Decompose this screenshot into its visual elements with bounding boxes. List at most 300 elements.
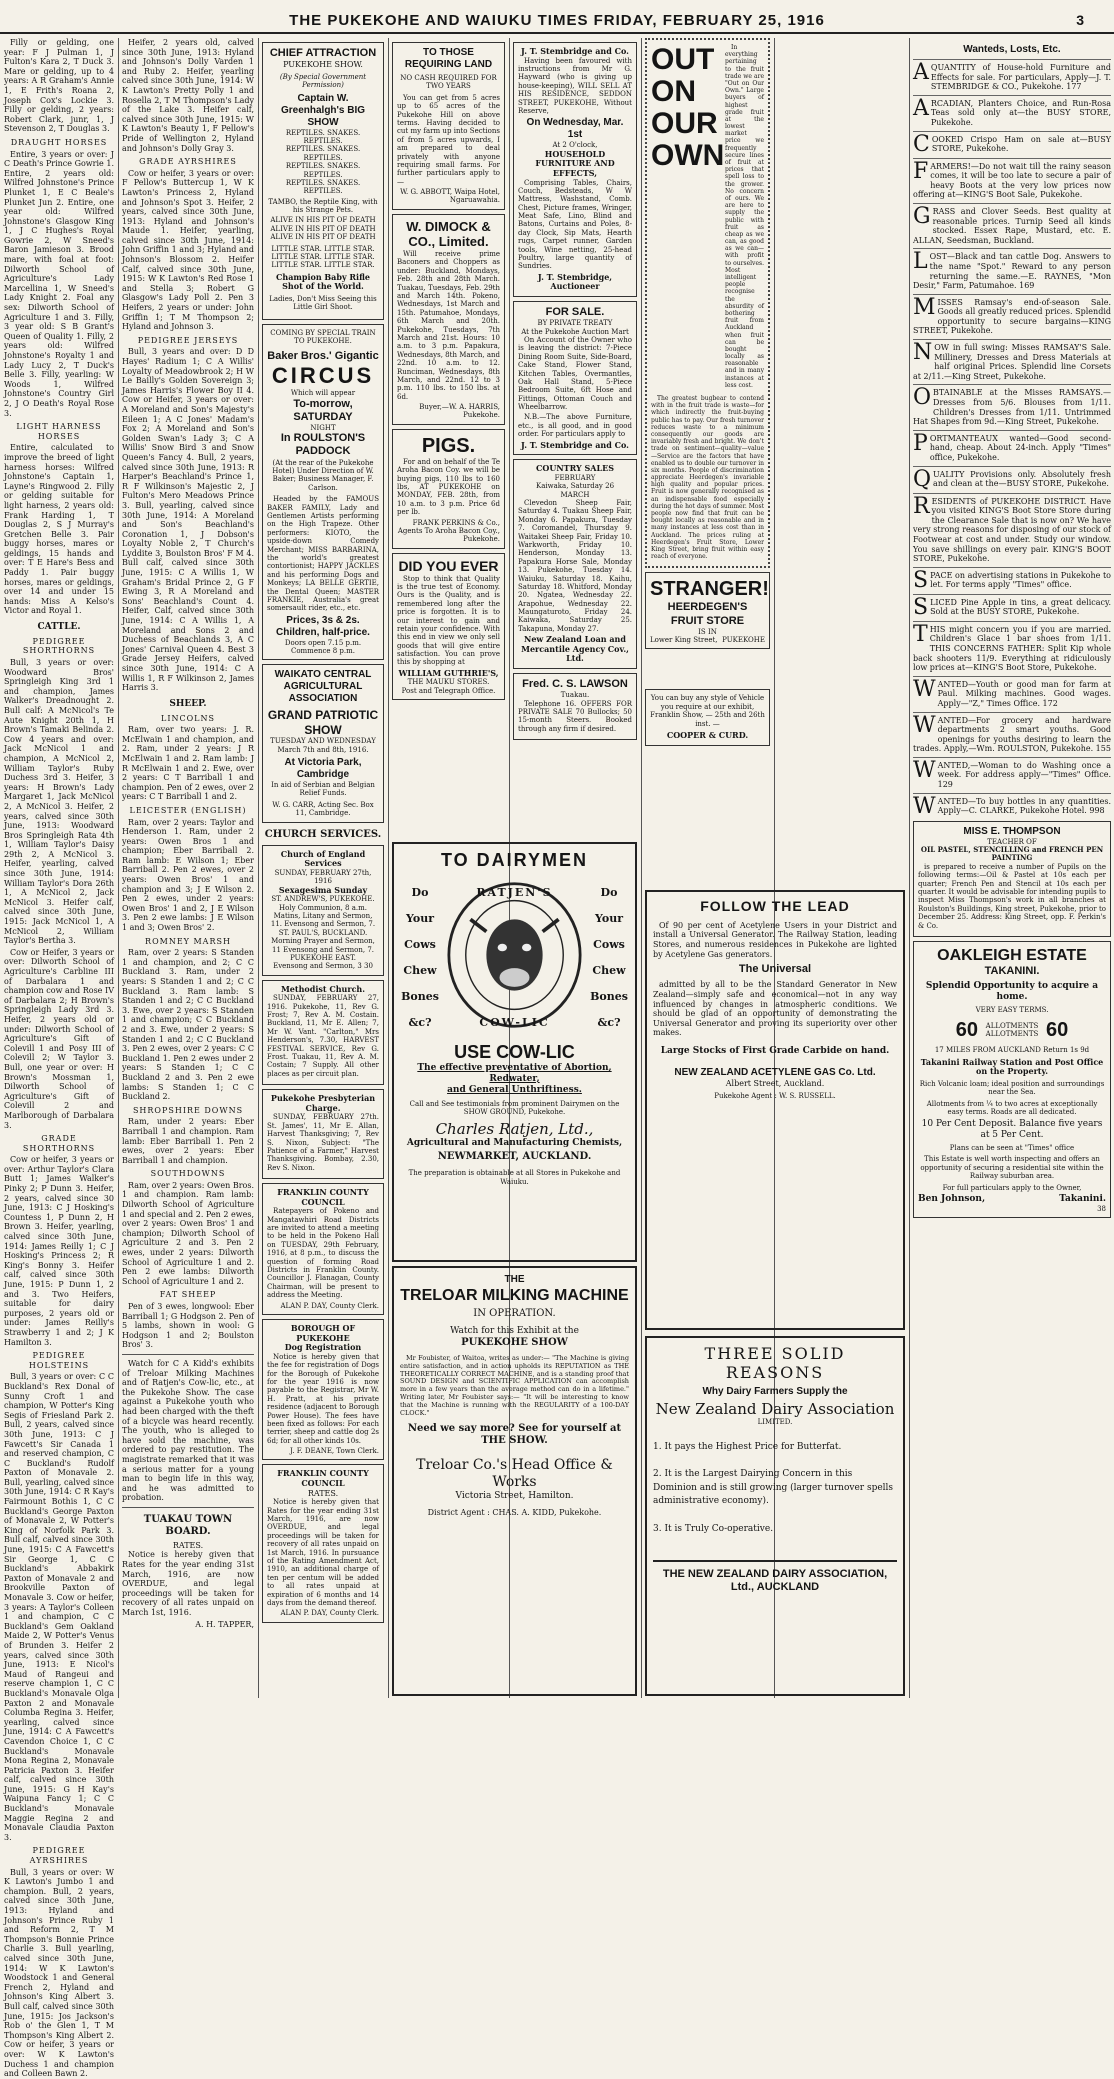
- ad-text: Notice is hereby given that Rates for the year ending 31st March, 1916, are now OVERDUE, and legal proceedings will be taken for recovery of all rates unpaid on March 1st, 1916.: [122, 1550, 254, 1618]
- ad-text: Ladies, Don't Miss Seeing this Little Girl Shoot.: [269, 295, 377, 312]
- ad-heading: Pukekohe Presbyterian Charge.: [270, 1093, 376, 1113]
- ad-signature: J. F. DEANE, Town Clerk.: [289, 1447, 379, 1456]
- ad-text: ANTED,—Woman to do Washing once a week. For address apply—"Times" Office. 129: [937, 760, 1111, 790]
- article-paragraph: Ram, under 2 years: Eber Barriball 1 and champion. Ram lamb: Eber Barriball 1. Pen 2 ewes, over 2 years: Eber Barriball 1 and champion.: [122, 1117, 254, 1165]
- section-heading: CHURCH SERVICES.: [264, 828, 382, 840]
- article-paragraph: Entire, 3 years or over: J C Death's Prince Gowrie 1. Entire, 2 years old: Wilfred Johnstone's Prince Plunket 1, E C Beale's Plunket Jun 2. Entire, one year old: Wilfred Johnstone's Glasgow King 1, J C Hughes's Royal Gowrie 2, W Sneed's Baron Jamieson 3. Brood mare, with foal at foot: Dilworth School of Agriculture's Lady Marcellina 1, W Sneed's Lady Knight 2. Foal any sex: Dilworth School of Agriculture 1 and 3. Filly, 3 year old: S B Grant's Queen of Quality 1. Filly, 2 years old: Wilfred Johnstone's Royalty 1 and Lady Lucy 2, T Duck's Belle 3. Filly, yearling: W Woods 1, Wilfred Johnstone's Country Girl 2, J O Death's Royal Rose 3.: [4, 149, 114, 418]
- ad-heading: On Wednesday, Mar. 1st: [526, 117, 624, 141]
- ad-text: VERY EASY TERMS.: [975, 1005, 1049, 1014]
- classified-ad: [913, 712, 1111, 754]
- ad-text: is prepared to receive a number of Pupils on the following terms:—Oil & Pastel at 10s each per quarter; French Pen and Stencil at 10s each per quarter. It would be advisable for intending pupils to inspect Miss Thompson's work in all branches at Roulston's Buildings, King street, Pukekohe, prior to December 25. Address: King Street, opp. F. Perkin's & Co.: [918, 862, 1106, 930]
- art-teacher-ad: [913, 821, 1111, 937]
- cowlic-ad: [392, 842, 637, 1262]
- ad-text: SUNDAY, FEBRUARY 27, 1916. Pukekohe, 11, Rev G. Frost; 7, Rev A. M. Costain. Buckland, 11, Mr E. Allen; 7, Mr W. Vant. "Carlton," Mrs Henderson's, 7.30, HARVEST FESTIVAL SERVICE, Rev G. Frost. Tuakau, 11, Rev A. M. Costain; 7 Supply. All other places as per circuit plan.: [267, 994, 379, 1078]
- article-paragraph: Bull, 3 years or over: C C Buckland's Rex Donal of Sunny Croft 1 and champion, W Potter's King Segis of Friesland Park 2. Bull, 2 years, calved since 30th June, 1913: C J Fawcett's Sir Canada 1 and reserved champion, C C Buckland's Rudolf Paxton of Monavale 2. Bull, yearling, calved since 30th June, 1914: C R Kay's Fairmount Bothis 1, C C Buckland's George Paxton of Monavale 2, W Potter's King of Norfolk Park 3. Bull calf, calved since 30th June, 1915: C A Fawcett's Sir George 1, C C Buckland's Abbakirk Paxton of Monavale 2 and Brookville Paxton of Monavale 3. Cow or heifer, 3 years: A Taylor's Colleen 1 and champion, C C Buckland's Gem Oakland Maide 2, W Potter's Venus of Brunden 3. Heifer 2 years, calved since 30th June, 1913: E Nicol's Maud of Rangeui and reserve champion 1, C C Buckland's Monavale Olga Paxton 2 and Monavale Columba Regina 3. Heifer, yearling, calved since June, 1914: C A Fawcett's Cavendon Choice 1, C C Buckland's Monavale Mona Regina 2, Monavale Patricia Paxton 3. Heifer calf, calved since 30th June, 1915: G H Kay's Waipuna Fancy 1; C C Buckland's Monavale Maggie Regina 2 and Monavale Claudia Paxton 3.: [4, 1372, 114, 1842]
- article-paragraph: Ram, over two years: J. R. McElwain 1 and champion, and 2. Ram, under 2 years: J R McElwain 1 and 2. Ram lamb: J R McElwain 1 and 2. Ewe, over 2 years: C T Barriball 1 and champion. Pen of 2 ewes, over 2 years: C T Barriball 1 and 2.: [122, 725, 254, 802]
- ad-text: Call and See testimonials from prominent Dairymen on the SHOW GROUND, Pukekohe.: [409, 1099, 620, 1116]
- ad-heading: TO DAIRYMEN: [440, 850, 588, 870]
- classified-ad: [913, 793, 1111, 817]
- treloar-ad: [392, 1266, 637, 1696]
- ad-text: REPTILES. SNAKES. REPTILES.: [285, 178, 361, 196]
- ad-text: PUKEKOHE EAST.: [290, 953, 356, 962]
- column-rule: [909, 38, 910, 1698]
- ad-text: On Account of the Owner who is leaving the district: 7-Piece Dining Room Suite, Side-Board, Cake Stand, Flower Stand, Kitchen Tables, Overmantles, Oak Hall Stand, 5-Piece Bedroom Suite, 6ft Hose and Fittings, Ottoman Couch and Wheelbarrow.: [518, 335, 632, 412]
- ad-heading: OAKLEIGH ESTATE: [937, 946, 1087, 964]
- question-word: Bones: [401, 989, 439, 1003]
- ad-heading: Baker Bros.' Gigantic: [267, 349, 379, 362]
- ad-text: In everything pertaining to the fruit trade we are "Out on Our Own." Large buyers of highest grade fruit at the lowest market price we frequently secure lines of fruit at prices that spell loss to the grower. No concern of ours. We are here to supply the public with fruit as cheap as we can, as good as we can—with profit to ourselves. Most intelligent people recognise the absurdity of bothering fruit from Auckland when fruit can be bought locally as reasonable and in many instances at less cost.: [725, 44, 764, 389]
- question-word: Cows: [593, 937, 625, 951]
- ad-text: UALITY Provisions only. Absolutely fresh and clean at the—BUSY STORE, Pukekohe.: [933, 469, 1111, 489]
- ad-heading: NEW ZEALAND ACETYLENE GAS Co. Ltd.: [674, 1066, 876, 1078]
- ad-heading: ON: [651, 75, 696, 108]
- section-heading: LINCOLNS: [161, 713, 215, 723]
- ad-subheading: At the Pukekohe Auction Mart: [521, 327, 629, 336]
- classified-ad: [913, 621, 1111, 673]
- question-word: Your: [405, 911, 435, 925]
- ad-text: Post and Telegraph Office.: [401, 686, 496, 695]
- ad-heading: TRELOAR MILKING MACHINE: [400, 1287, 629, 1304]
- ad-heading: MISS E. THOMPSON: [963, 825, 1061, 837]
- section-heading: SHEEP.: [169, 698, 207, 709]
- ad-text: The preparation is obtainable at all Stores in Pukekohe and Waiuku.: [408, 1169, 621, 1186]
- ad-heading: Fred. C. S. LAWSON: [522, 678, 628, 691]
- ad-heading: The Universal: [738, 963, 812, 976]
- right-questions: [589, 880, 629, 1036]
- acetylene-ad: [645, 890, 905, 1330]
- lawson-ad: [513, 673, 637, 740]
- column-rule: [118, 38, 119, 1698]
- article-paragraph: Filly or gelding, one year: F J Pulman 1, J Fulton's Kara 2, T Duck 3. Mare or gelding, up to 4 years: A R Graham's Annie 1, E Frith's Roana 2, Joseph Cox's Lockie 3. Filly or gelding, 2 years: Robert Clark, junr, 1, J Stevenson 2, T Douglas 3.: [4, 38, 114, 134]
- ad-heading: USE COW-LIC: [454, 1041, 575, 1062]
- ad-initial: S: [913, 594, 929, 620]
- oakleigh-estate-ad: [913, 941, 1111, 1218]
- ad-text: Stop to think that Quality is the true test of Economy. Ours is the Quality, and is remembered long after the price is forgotten. It is to our interest to gain and retain your confidence. With this end in view we only sell goods that will give entire satisfaction. You can prove this by shopping at: [397, 574, 500, 667]
- ad-text: TAMBO, the Reptile King, with his Strange Pets.: [268, 197, 378, 215]
- circus-ad: [262, 324, 384, 661]
- article-paragraph: Cow or heifer, 3 years or over: F Pellow's Buttercup 1, W K Lawton's Princess 2, Hyland and Johnson's Spot 3. Heifer, 2 years, calved since 30th June, 1913: Hyland and Johnson's Maude 1. Heifer, yearling, calved since 30th June, 1914: John Griffin 1 and 3; Hyland and Johnson's Blossom 2. Heifer Calf, calved since 30th June, 1915: W K Lawton's Red Rose 1 and Stella 3; Robert G Glasgow's Lady Poll 2. Pen 3 Heifers, 2 years or under: John Griffin 1; T M Thompson 2; Hyland and Johnson 3.: [122, 168, 254, 332]
- borough-ad: [262, 1319, 384, 1460]
- ad-text: SUNDAY, FEBRUARY 27th. St. James', 11, Mr E. Allan, Harvest Thanksgiving; 7, Rev S. Nixon, Subject: "The Patience of a Farmer," Harvest Thanksgiving. Bombay, 2.30, Rev S. Nixon.: [267, 1113, 379, 1172]
- ad-heading: FOLLOW THE LEAD: [700, 898, 850, 914]
- out-on-our-own-block: [651, 43, 725, 391]
- ad-text: Plans can be seen at "Times" office: [949, 1144, 1075, 1153]
- question-word: Your: [594, 911, 624, 925]
- ad-text: You can get from 5 acres up to 65 acres of the Pukekohe Hill on above terms. Having decided to cut my farm up into Sections of from 5 acres upwards, I am prepared to deal privately with anyone requiring small farms. For further particulars apply to—: [397, 93, 500, 186]
- section-heading: SHROPSHIRE DOWNS: [132, 1105, 244, 1115]
- ad-text: Of 90 per cent of Acetylene Users in your District and install a Universal Generator. The Railway Station, leading Stores, and numerous residences in Pukekohe are lighted by Acetylene Gas generators.: [653, 920, 897, 959]
- ad-text: Victoria Street, Hamilton.: [455, 1490, 574, 1501]
- ad-text: REPTILES. SNAKES. REPTILES.: [285, 145, 361, 162]
- ad-text: Albert Street, Auckland.: [725, 1078, 825, 1088]
- ad-heading: Charles Ratjen, Ltd.,: [435, 1120, 594, 1139]
- reason-item: 3. It is Truly Co-operative.: [653, 1523, 774, 1534]
- ad-subheading: BY PRIVATE TREATY: [537, 319, 613, 328]
- ad-initial: T: [913, 621, 928, 647]
- classified-ad: [913, 248, 1111, 290]
- classified-ad: [913, 430, 1111, 463]
- ad-text: Notice is hereby given that the fee for registration of Dogs for the Borough of Pukekohe for the year 1916 is now payable to the Registrar, Mr W. H. Pratt, at his private residence (adjacent to Borough Power House). The fees have been fixed as follows: For each terrier, sheep and cattle dog 2s 6d; for all other kinds 10s.: [267, 1352, 379, 1445]
- reasons-list: [653, 1441, 897, 1537]
- ad-initial: O: [913, 385, 932, 411]
- section-heading: PEDIGREE HOLSTEINS: [28, 1351, 90, 1370]
- ad-text: LITTLE STAR. LITTLE STAR.: [271, 261, 375, 270]
- ad-subheading: Dog Registration: [284, 1342, 362, 1353]
- ad-heading: TO THOSE REQUIRING LAND: [404, 47, 493, 70]
- big-show-ad: [262, 42, 384, 320]
- question-word: Bones: [590, 989, 628, 1003]
- ad-text: OOKED Crispo Ham on sale at—BUSY STORE, Pukekohe.: [931, 134, 1111, 154]
- ad-text: LITTLE STAR. LITTLE STAR.: [271, 253, 375, 262]
- ad-text: District Agent : CHAS. A. KIDD, Pukekohe.: [427, 1507, 602, 1517]
- ad-initial: W: [913, 793, 936, 819]
- ad-heading: Methodist Church.: [280, 983, 366, 994]
- ad-text: and General Unthriftiness.: [447, 1084, 582, 1095]
- classified-ad: [913, 466, 1111, 490]
- ad-heading: FRANKLIN COUNTY COUNCIL: [277, 1187, 369, 1207]
- ad-heading: Champion Baby Rifle Shot of the World.: [276, 271, 370, 292]
- ad-heading: Sexagesima Sunday: [278, 884, 368, 895]
- ad-text: W. G. CARR, Acting Sec. Box 11, Cambridge.: [272, 800, 374, 818]
- ad-text: Pukekohe Agent : W. S. RUSSELL.: [714, 1092, 836, 1101]
- for-sale-ad: [513, 301, 637, 455]
- owner-row: [918, 1194, 1106, 1205]
- ad-heading: TUAKAU TOWN BOARD.: [143, 1513, 233, 1537]
- ad-subheading: FEBRUARY: [554, 473, 596, 482]
- ad-text: Why Dairy Farmers Supply the: [702, 1386, 848, 1398]
- section-heading: PEDIGREE JERSEYS: [137, 335, 239, 345]
- pigs-ad: [392, 429, 505, 549]
- ad-text: Clevedon Sheep Fair, Saturday 4. Tuakau Sheep Fair, Monday 6. Papakura, Tuesday 7. Coromandel, Thursday 9. Waitakei Sheep Fair, Friday 10. Warkworth, Friday 10. Henderson, Monday 13. Papakura Horse Sale, Monday 13. Pukekohe, Tuesday 14. Waiuku, Saturday 18. Kaihu, Saturday 18. Whitford, Monday 20. Ngatea, Wednesday 22. Arapohue, Wednesday 22. Maungaturoto, Friday 24. Kaiwaka, Saturday 25. Takapuna, Monday 27.: [518, 499, 632, 633]
- logo-top-text: RATJEN'S: [476, 885, 553, 899]
- ad-heading: 60: [1046, 1019, 1069, 1042]
- ad-text: PUKEKOHE: [722, 636, 765, 645]
- patriotic-show-ad: [262, 664, 384, 822]
- ad-text: Having been favoured with instructions from Mr G. Hayward (who is giving up house-keeping), WILL SELL AT HIS RESIDENCE, SEDDON STREET, PUKEKOHE, Without Reserve,: [518, 56, 632, 115]
- ad-text: admitted by all to be the Standard Generator in New Zealand—simply safe and economical—not in any way influenced by changes in atmospheric conditions. We should be glad of an opportunity of demonstrating the Universal Generator and proving its superiority over other makes.: [653, 980, 897, 1038]
- ad-text: Takanini.: [1059, 1194, 1106, 1204]
- presbyterian-ad: [262, 1089, 384, 1179]
- country-sales-ad: [513, 459, 637, 669]
- ad-heading: OWN: [651, 139, 725, 172]
- ad-initial: A: [913, 95, 929, 121]
- ad-text: Ben Johnson,: [918, 1194, 986, 1204]
- ad-text: The effective preventative of Abortion, Redwater,: [417, 1063, 612, 1084]
- ad-subheading: MARCH: [560, 490, 590, 499]
- article-paragraph: Bull, 3 years or over: Woodward Bros' Springleigh King 3rd 1 and champion, James Walker's Dreadnought 2. Bull calf: A McNicol's Te Aute Knight 20th 1, H Brown's Tamaki Belinda 2. Cow 4 years and over: Jack McNicol 1 and champion, A McNicol 2, William Taylor's Ruby Duchess 3rd 3. Heifer, 3 years: H Brown's Lady Margaret 1, Jack McNicol 2, A McNicol 3. Heifer, 2 years, calved since 30th June, 1913: Woodward Bros Springleigh Rata 4th 1, William Taylor's Daisy 29th 2, A McNicol 3. Heifer, yearling, calved since 30th June, 1914: William Taylor's Dora 26th 1, A McNicol 2, Jack McNicol 3. Heifer calf, calved since 30th June, 1915: Jack McNicol 1, A McNicol 2, William Taylor's Bertha 3.: [4, 658, 114, 946]
- classified-ad: [913, 131, 1111, 155]
- ad-subheading: RATES.: [307, 1488, 339, 1498]
- ad-heading: WILLIAM GUTHRIE'S,: [398, 667, 499, 678]
- question-word: Chew: [592, 963, 626, 977]
- article-paragraph: Bull, 3 years and over: D D Hayes' Radium 1; C A Willis' Loyalty of Meadowbrook 2; H W Le Bailly's Golden Sovereign 3; James Harris's Flower Boy II 4. Cow or Heifer, 3 years or over: A Moreland and Son's Majesty's Eileen 1; A C Jones' Madam's Fox 2; A Moreland and Son's Golden Swan's Lady 3; C A Willis' Snow Bird 3 and Snow Queen's Fancy 4. Bull, 2 years, calved since 30th June, 1913: R Harper's Beachland's Prince 1, R F Wilkinson's Majestic 2, J Fulton's Mero Meadows Prince 3. Bull, yearling, calved since 30th June, 1914: A Moreland and Son's Beachland's Coronation 1, J Dobson's Loyalty Noble 2, T Church's Lyddite 3, Boulston Bros' F M 4. Bull calf, calved since 30th June, 1915: C A Willis 1, W Graham's Bridal Prince 2, G F Ewing 3, R A Moreland and Sons' Beachland's Count 4. Heifer, Calf, calved since 30th June, 1914: C A Willis 1, A Moreland and Sons 2 and Duchess of Beachlands 3, A C Jones' Carnival Queen 4. Best 3 Grade Jersey Heifers, calved since 30th June, 1914: C A Willis 1, R F Wilkinson 2, James Harris 3.: [122, 347, 254, 693]
- ad-text: The greatest bugbear to contend with in the fruit trade is waste—for which indirectly the fruit-buying public has to pay. Our fresh turnover reduces waste to a minimum consequently our goods are invariably fresh and bright. We don't trade on sentiment—quality—value—Service are the factors that have enabled us to double our turnover in six months. People of discrimination appreciate Heerdegen's invariable high quality and popular prices. Fruit is now generally recognised as an indispensable food especially during the hot days of summer. Most people now find that fruit can be bought locally as reasonable and in many instances at less cost than in Auckland. The prices ruling at Heerdegen's Fruit Store, Lower King Street, bring fruit within easy reach of everyone.: [651, 395, 764, 561]
- ad-heading: CHIEF ATTRACTION: [269, 47, 377, 59]
- ad-header-row: [651, 44, 764, 391]
- ad-text: Notice is hereby given that Rates for the year ending 31st March, 1916, are now OVERDUE, and legal proceedings will be taken for recovery of all rates unpaid on 1st March, 1916. In pursuance of the Rating Amendment Act, 1910, an additional charge of ten per centum will be added to all rates unpaid at expiration of 6 months and 14 days from the demand thereof.: [267, 1498, 379, 1607]
- classified-ad: [913, 594, 1111, 618]
- article-paragraph: Cow or heifer, 3 years or over: Arthur Taylor's Clara Butt 1; James Walker's Pinky 2; P Dunn 3. Heifer, 2 years, calved since 30 June, 1913: C J Hosking's Countess 1, P Dunn 2, H Brown 3. Heifer, yearling, calved since 30th June, 1914: James Reilly 1; C J Hosking's Princess 2; R King's Bonny 3. Heifer calf, calved since 30th June, 1915: P Dunn 1, 2 and 3. Two Heifers, suitable for dairy purposes, 2 years old or under: James Reilly's Strawberry 1 and 2; J K Hamilton 3.: [4, 1155, 114, 1347]
- ad-text: (By Special Government Permission): [279, 72, 367, 90]
- cow-head-icon: [440, 880, 589, 1030]
- ad-text: BTAINABLE at the Misses RAMSAYS.—Dresses from 5/6. Blouses from 1/11. Children's Dresses from 1/11. Untrimmed Hat Shapes from 9d.—King Street, Pukekohe.: [913, 388, 1111, 427]
- logo-bottom-text: COW-LIC: [479, 1016, 550, 1030]
- ad-text: ALIVE IN HIS PIT OF DEATH: [270, 233, 376, 242]
- ad-heading: OUT: [651, 43, 715, 76]
- ad-heading: W. DIMOCK & CO., Limited.: [406, 218, 491, 250]
- ad-subheading: RATES.: [172, 1540, 204, 1550]
- ad-text: Need we say more? See for yourself at THE SHOW.: [407, 1423, 622, 1447]
- ad-text: QUANTITY of House-hold Furniture and Effects for sale. For particulars, Apply—J. T. STEMBRIDGE & CO., Pukekohe. 177: [930, 63, 1111, 92]
- ad-text: REPTILES. SNAKES. REPTILES.: [285, 162, 361, 179]
- ad-initial: W: [913, 676, 936, 702]
- dimock-ad: [392, 214, 505, 425]
- ad-text: Lower King Street,: [650, 636, 718, 645]
- classified-ad: [913, 95, 1111, 128]
- ad-text: Kaiwaka, Saturday 26: [535, 482, 615, 491]
- ad-text: Morning Prayer and Sermon, 11 Evensong and Sermon, 7.: [271, 937, 375, 954]
- ad-text: Allotments from ¼ to two acres at exceptionally easy terms. Roads are all dedicated.: [926, 1099, 1098, 1117]
- ad-text: Ratepayers of Pokeno and Mangatawhiri Road Districts are invited to attend a meeting to be held in the Pokeno Hall on TUESDAY, 29th February, 1916, at 8 p.m., to discuss the question of forming Road Districts in Franklin County. Councillor J. Flanagan, County Chairman, will be present to address the Meeting.: [267, 1207, 379, 1300]
- article-paragraph: Ram, over 2 years: Taylor and Henderson 1. Ram, under 2 years: Owen Bros 1 and champion; Eber Barriball 2. Ram lamb: E Wilson 1; Eber Barriball 2. Pen 2 ewes, over 2 years: Owen Bros' 1 and champion and 3; J E Wilson 2. Pen 2 ewes, under 2 years: Owen Bros' 1 and 2, J E Wilson 3. Pen 2 ewe lambs: J E Wilson 1 and 3; Owen Bros' 2.: [122, 817, 254, 933]
- ad-text: THE MAUKU STORES.: [407, 678, 490, 687]
- ad-heading: Treloar Co.'s Head Office & Works: [416, 1457, 613, 1491]
- ad-heading: OUR: [651, 107, 718, 140]
- classified-list: [913, 59, 1111, 817]
- column-rule: [388, 38, 389, 1698]
- ad-text: For and on behalf of the Te Aroha Bacon Coy. we will be buying pigs, 110 lbs to 160 lbs, AT PUKEKOHE on MONDAY, FEB. 28th, from 10 a.m. to 3 p.m. Price 6d per lb.: [397, 457, 500, 517]
- county-rates-ad: [262, 1464, 384, 1622]
- section-heading: PEDIGREE AYRSHIRES: [29, 1846, 89, 1866]
- ad-text: Will receive prime Baconers and Choppers as under: Buckland, Mondays, Feb. 28th and 28th March. Tuakau, Tuesdays, Feb. 29th and March 14th. Pokeno, Wednesdays, 1st March and 15th. Patumahoe, Mondays, 6th March and 20th. Pukekohe, Tuesdays, 7th March and 21st. Hours: 10 a.m. to 3 p.m. Papakura, Wednesdays, 8th March, and 22nd. 10 a.m. to 12. Runciman, Wednesdays, 8th March, and 22nd. 12 to 3 p.m. 110 lbs. to 150 lbs. at 6d.: [397, 250, 500, 401]
- ad-text: PUKEKOHE SHOW: [461, 1336, 568, 1348]
- section-heading: LEICESTER (ENGLISH): [129, 805, 247, 815]
- ad-text: NEWMARKET, AUCKLAND.: [437, 1151, 592, 1163]
- ad-heading: COUNTRY SALES: [536, 463, 614, 474]
- section-heading: LIGHT HARNESS HORSES: [16, 422, 102, 441]
- ad-initial: A: [913, 60, 929, 85]
- section-heading: DRAUGHT HORSES: [10, 137, 108, 147]
- question-word: &c?: [597, 1015, 621, 1029]
- ad-text: OST—Black and tan cattle Dog. Answers to the name "Spot." Reward to any person returning the same.—E. RAYNES, "Mon Desir," Farm, Patumahoe. 169: [913, 252, 1111, 291]
- ad-text: You can buy any style of Vehicle you require at our exhibit, Franklin Show, — 25th and 26th inst. —: [650, 694, 765, 728]
- ad-initial: W: [913, 712, 936, 738]
- column-ads-3: [262, 38, 384, 1698]
- ad-heading: HEERDEGEN'S FRUIT STORE: [667, 601, 748, 627]
- column-rule: [641, 38, 642, 1698]
- ad-heading: Prices, 3s & 2s. Children, half-price.: [276, 614, 370, 638]
- ad-initial: L: [913, 249, 928, 275]
- ad-text: PACE on advertising stations in Pukekohe to let. For terms apply "Times" office.: [930, 570, 1111, 590]
- ad-text: Agricultural and Manufacturing Chemists,: [406, 1138, 623, 1149]
- ad-text: ST. ANDREW'S, PUKEKOHE.: [271, 895, 375, 904]
- ad-heading: WAIKATO CENTRAL AGRICULTURAL ASSOCIATION: [274, 669, 372, 705]
- ad-text: Headed by the FAMOUS BAKER FAMILY, Lady and Gentlemen Artists performing on the High Trapeze. Other performers: KIOTO, the upside-down Comedy Merchant; MISS BARBARINA, the world's greatest contortionist; HAPPY JACKLES and his performing Dogs and Monkeys; LA BELLE GERTIE, the Dental Queen; MASTER FRANKIE, Australia's great somersault rider, etc., etc.: [267, 495, 379, 613]
- ad-text: This Estate is well worth inspecting and offers an opportunity of securing a residential site within the Railway suburban area.: [920, 1155, 1104, 1181]
- auction-ad: [513, 42, 637, 297]
- classified-ad: [913, 203, 1111, 245]
- ad-signature: W. G. ABBOTT, Waipa Hotel, Ngaruawahia.: [400, 188, 500, 205]
- ad-heading: HOUSEHOLD FURNITURE AND EFFECTS,: [535, 148, 615, 178]
- section-heading: FAT SHEEP: [159, 1290, 217, 1300]
- question-word: Cows: [404, 937, 436, 951]
- masthead: [0, 0, 1114, 34]
- section-heading: SOUTHDOWNS: [150, 1169, 226, 1179]
- ad-heading: TAKANINI.: [984, 965, 1040, 978]
- ad-text: In aid of Serbian and Belgian Relief Funds.: [271, 781, 375, 798]
- classified-ad: [913, 567, 1111, 591]
- ad-signature: A. H. TAPPER,: [195, 1619, 254, 1629]
- ad-text: REPTILES. SNAKES. REPTILES.: [285, 128, 361, 145]
- article-paragraph: Watch for C A Kidd's exhibits of Treloar Milking Machines and of Ratjen's Cow-lic, etc., at the Pukekohe Show. The case against a Pukekohe youth who had been charged with the theft of a bicycle was heard recently. The youth, who is alleged to have sold the machine, was ordered to pay restitution. The magistrate remarked that it was a serious matter for a young man to begin life in this way, and he was admitted to probation.: [122, 1358, 254, 1503]
- classified-ad: [913, 158, 1111, 200]
- ad-text: Evensong and Sermon, 3 30: [273, 962, 373, 971]
- article-paragraph: Ram, over 2 years: Owen Bros. 1 and champion. Ram lamb: Dilworth School of Agriculture 1 and special and 2. Pen 2 ewes, over 2 years: Owen Bros' 1 and champion; Dilworth School of Agriculture 2 and 3. Pen 2 ewes, under 2 years: Dilworth School of Agriculture 1 and 2. Pen 2 ewe lambs: Dilworth School of Agriculture 1 and 2.: [122, 1180, 254, 1286]
- ad-heading: THE: [504, 1274, 525, 1285]
- ad-text: Rich Volcanic loam; ideal position and surroundings near the Sea.: [919, 1079, 1105, 1097]
- ad-text: N.B.—The above Furniture, etc., is all good, and in good order. For particulars apply to: [518, 413, 632, 439]
- ad-text: NIGHT: [310, 423, 336, 432]
- ad-text: ESIDENTS of PUKEKOHE DISTRICT. Have you visited KING'S Boot Store Store during the Clearance Sale that is now on? We have very strong reasons for disposing of our stock of Footwear at cost and under. Study our window. You save shillings on every pair. KING'S BOOT STORE, Pukekohe.: [913, 496, 1111, 564]
- ad-text: ALIVE IN HIS PIT OF DEATH: [270, 224, 376, 233]
- ad-subheading: PUKEKOHE SHOW.: [283, 60, 363, 70]
- ad-heading: STRANGER!: [650, 578, 769, 601]
- ad-heading: THREE SOLID REASONS: [704, 1344, 846, 1383]
- guthrie-ad: [392, 553, 505, 700]
- ad-heading: DID YOU EVER: [398, 557, 499, 574]
- ad-text: Doors open 7.15 p.m. Commence 8 p.m.: [284, 638, 362, 656]
- divider: [122, 1507, 254, 1508]
- classified-ad: [913, 294, 1111, 336]
- article-paragraph: Pen of 3 ewes, longwool: Eber Barriball 1; G Hodgson 2. Pen of 5 lambs, shown in wool: G Hodgson 1 and 2; Boulston Bros' 3.: [122, 1302, 254, 1350]
- ad-text: Which will appear: [290, 389, 356, 398]
- question-word: Do: [411, 885, 429, 899]
- ad-text: Comprising Tables, Chairs, Couch, Bedsteads, W W Mattress, Washstand, Comb. Chest, Picture frames, Wringer, Meat Safe, Lino, Blind and Batons, Curtains and Poles, 8-day Clock, Sip Mats, Hearth rugs, Carpet runner, Garden tools, Wine netting, 25-head Poultry, large quantity of Sundries.: [518, 178, 632, 271]
- vehicle-ad: [645, 689, 770, 745]
- classified-ad: [913, 676, 1111, 709]
- ad-heading: New Zealand Dairy Association: [655, 1400, 895, 1419]
- ad-text: 10 Per Cent Deposit. Balance five years at 5 Per Cent.: [921, 1119, 1103, 1141]
- section-heading: Wanteds, Losts, Etc.: [963, 44, 1061, 55]
- ad-heading: BOROUGH OF PUKEKOHE: [290, 1322, 356, 1343]
- ad-text: HIS might concern you if you are married. Children's Glace 1 bar shoes from 1/11. THIS CONCERNS FATHER: Split Kip whole back shooters 11/9. Everything at ridiculously low prices at—KING'S Boot Store, Pukekohe.: [913, 624, 1111, 673]
- cowlic-body: [400, 880, 629, 1036]
- ad-text: Holy Communion, 8 a.m. Matins, Litany and Sermon, 11. Evensong and Sermon, 7.: [270, 903, 376, 929]
- ad-signature: J. T. Stembridge, Auctioneer: [537, 271, 613, 292]
- classified-ad: [913, 384, 1111, 426]
- classified-ad: [913, 59, 1111, 92]
- ad-heading: 60: [955, 1019, 978, 1042]
- ad-text: ALLOTMENTS ALLOTMENTS: [985, 1021, 1039, 1039]
- ad-text: 17 MILES FROM AUCKLAND Return 1s 9d: [934, 1046, 1090, 1055]
- section-heading: CATTLE.: [37, 622, 81, 633]
- allotments-row: [918, 1018, 1106, 1042]
- ad-signature: ALAN P. DAY, County Clerk.: [280, 1609, 379, 1618]
- section-heading: GRADE AYRSHIRES: [139, 157, 237, 167]
- ad-heading: CIRCUS: [271, 362, 375, 388]
- section-heading: PEDIGREE SHORTHORNS: [22, 636, 96, 656]
- cowlic-logo: [440, 880, 589, 1036]
- land-ad: [392, 42, 505, 210]
- masthead-title: THE PUKEKOHE AND WAIUKU TIMES FRIDAY, FEBRUARY 25, 1916: [289, 12, 825, 29]
- ad-text: ARMERS!—Do not wait till the rainy season comes, it will be too late to secure a pair of heavy Boots at the very low prices now offering at—KING'S Boot Sale, Pukekohe.: [913, 161, 1111, 200]
- dairy-association-ad: [645, 1336, 905, 1696]
- ad-text: ANTED—For grocery and hardware departments 2 smart youths. Good openings for youths desiring to learn the trades. Apply,—Wm. ROULSTON, Pukekohe. 155: [913, 715, 1111, 754]
- page-number: 3: [1076, 12, 1084, 28]
- ad-footer: THE NEW ZEALAND DAIRY ASSOCIATION, Ltd., AUCKLAND: [653, 1560, 897, 1594]
- question-word: &c?: [408, 1015, 432, 1029]
- column-show-results-1: [4, 38, 114, 2079]
- question-word: Do: [600, 885, 618, 899]
- ad-text: ANTED—To buy bottles in any quantities. Apply—C. CLARKE, Pukekohe Hotel. 998: [937, 796, 1111, 816]
- ad-signature: FRANK PERKINS & Co., Agents To Aroha Bacon Coy., Pukekohe.: [397, 518, 500, 544]
- county-council-ad: [262, 1183, 384, 1315]
- ad-subheading: NO CASH REQUIRED FOR TWO YEARS: [400, 74, 497, 91]
- ad-text: TEACHER OF: [987, 837, 1037, 846]
- ad-text: OW in full swing: Misses RAMSAY'S Sale. Millinery, Dresses and Dress Materials at half original Prices. Splendid line Corsets at 2/11.—King Street, Pukekohe.: [913, 343, 1111, 381]
- ad-text: OIL PASTEL, STENCILLING and FRENCH PEN PAINTING: [920, 845, 1104, 863]
- methodist-ad: [262, 980, 384, 1086]
- ad-text: LIMITED.: [757, 1418, 793, 1427]
- ad-text: RCADIAN, Planters Choice, and Run-Rosa Teas sold only at—the BUSY STORE, Pukekohe.: [930, 98, 1111, 127]
- ad-heading: COOPER & CURD.: [666, 730, 749, 741]
- ad-heading: FRANKLIN COUNTY COUNCIL: [277, 1468, 369, 1489]
- ad-text: SUNDAY, FEBRUARY 27th, 1916: [274, 868, 372, 886]
- column-rule: [258, 38, 259, 1698]
- left-questions: [400, 880, 440, 1036]
- ad-heading: FOR SALE.: [545, 305, 605, 318]
- ad-text: COMING BY SPECIAL TRAIN TO PUKEKOHE.: [270, 328, 376, 346]
- ad-heading: J. T. Stembridge and Co.: [521, 46, 629, 56]
- column-classifieds: [913, 38, 1111, 1698]
- ad-heading: To-morrow, SATURDAY: [293, 397, 353, 423]
- heerdegen-ad: [645, 572, 770, 649]
- ad-signature: ALAN P. DAY, County Clerk.: [280, 1301, 379, 1310]
- ad-number: 38: [1097, 1204, 1106, 1213]
- article-paragraph: Cow or Heifer, 3 years or over: Dilworth School of Agriculture's Carbline III of Darbalara 1 and champion cow and Rose IV of Darbalara 2; H Brown's Springleigh Lady 3rd 3. Heifer, 2 years old or under: Dilworth School of Agriculture's Gift of Colevill 1 and Posy III of Colevill 2; W Taylor 3. Bull, one year or over: H Brown's Mossman 1, Dilworth School of Agriculture's Gift of Colevill 2 and Marlborough of Darbalara 3.: [4, 947, 114, 1130]
- ad-text: At 2 O'clock,: [552, 141, 598, 150]
- address-row: [650, 636, 765, 644]
- ad-text: For full particulars apply to the Owner,: [942, 1183, 1082, 1192]
- ad-initial: N: [913, 340, 933, 366]
- article-paragraph: Ram, over 2 years: S Standen 1 and champion, and 2; C C Buckland 3. Ram, under 2 years: S Standen 1 and 2; C C Buckland 3. Ram lamb: S Standen 1 and 2; C C Buckland 3. Ewe, over 2 years: S Standen 1 and champion; C C Buckland 2 and 3. Ewe, under 2 years: S Standen 1 and 2; C C Buckland 3. Pen 2 ewes, over 2 years: C C Buckland 1. Pen 2 ewes under 2 years: S Standen 1; C C Buckland 2 and 3. Pen 2 ewe lambs: S Standen 1; C C Buckland 2.: [122, 948, 254, 1102]
- ad-text: Telephone 16. OFFERS FOR PRIVATE SALE 70 Bullocks; 50 15-month Steers. Booked through any firm if desired.: [518, 699, 632, 733]
- ad-text: ST. PAUL'S, BUCKLAND.: [278, 928, 368, 937]
- ad-heading: PIGS.: [421, 434, 476, 457]
- ad-initial: S: [913, 567, 929, 593]
- section-heading: GRADE SHORTHORNS: [22, 1134, 96, 1153]
- article-paragraph: Heifer, 2 years old, calved since 30th June, 1913: Hyland and Johnson's Dolly Varden 1 and Ruby 2. Heifer, yearling calved since 30th June, 1914: W K Lawton's Pretty Polly 1 and Rosella 2, T M Thompson's Lady of the Lake 3. Heifer calf, calved since 30th June, 1915: W K Lawton's Beauty 1, F Pellow's Pride of Wellington 2, Hyland and Johnson's Dolly Gray 3.: [122, 38, 254, 153]
- ad-text: TUESDAY AND WEDNESDAY March 7th and 8th, 1916.: [270, 737, 376, 754]
- ad-subheading: IN OPERATION.: [473, 1308, 556, 1320]
- ad-text: IS IN: [698, 627, 717, 636]
- ad-heading: In ROULSTON'S PADDOCK: [280, 432, 366, 458]
- divider: [122, 1354, 254, 1355]
- column-ads-4: [392, 38, 505, 838]
- church-ad: [262, 845, 384, 976]
- classified-ad: [913, 493, 1111, 564]
- ad-initial: Q: [913, 466, 932, 492]
- ad-signature: Buyer,—W. A. HARRIS, Pukekohe.: [419, 403, 500, 420]
- ad-heading: Captain W. Greenhalgh's BIG SHOW: [280, 92, 366, 128]
- fruit-store-ad: [645, 38, 770, 568]
- ad-text: Large Stocks of First Grade Carbide on hand.: [660, 1045, 890, 1056]
- ad-initial: M: [913, 294, 936, 320]
- ad-signature: New Zealand Loan and Mercantile Agency Cov., Ltd.: [521, 634, 629, 664]
- article-paragraph: Entire, calculated to improve the breed of light harness horses: Wilfred Johnstone's Captain 1, Layne's Ringwood 2. Filly or gelding suitable for light harness, 2 years old: Frank Harding 1, T Douglas 2, S J Murray's Gretchen Belle 3. Pair buggy horses, mares or geldings, 15 hands and over: T E Hare's Bess and Paddy 1. Pair buggy horses, mares or geldings, over 14 and under 15 hands: Miss A Kelso's Victor and Royal 1.: [4, 443, 114, 616]
- ad-initial: C: [913, 131, 930, 157]
- ad-heading: Church of England Services: [280, 848, 366, 869]
